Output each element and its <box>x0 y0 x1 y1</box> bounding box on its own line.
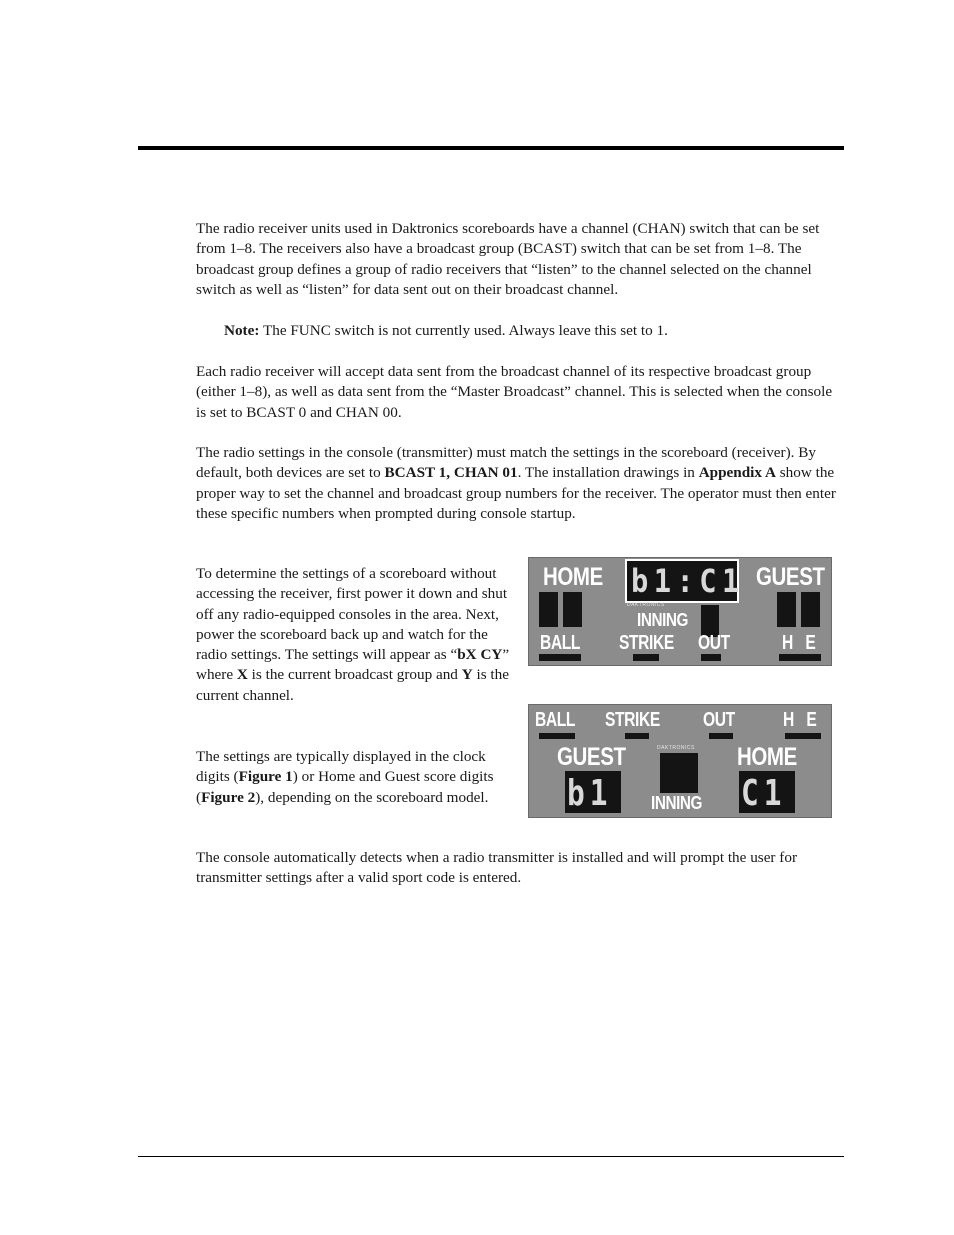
home-score-digit-1 <box>539 592 558 627</box>
header-rule <box>138 146 844 150</box>
home-label: HOME <box>543 563 603 591</box>
he-indicator <box>779 654 821 661</box>
he-indicator <box>785 733 821 739</box>
note-paragraph <box>224 321 874 341</box>
home-score-digits: C1 <box>741 773 787 814</box>
strike-label: STRIKE <box>605 709 660 731</box>
paragraph-determine-settings: To determine the settings of a scoreboard without accessing the receiver, first power it down and shut off any radio-equipped consoles in the area. Next, power the scoreboard back up and watch for the radio settings. The settings will appear as “bX CY” where X is the current broadcast group and Y is the current channel. <box>196 565 510 704</box>
out-label: OUT <box>698 632 730 654</box>
ball-indicator <box>539 733 575 739</box>
guest-score-digit-2 <box>801 592 820 627</box>
home-score-digit-2 <box>563 592 582 627</box>
out-indicator <box>709 733 733 739</box>
strike-indicator <box>633 654 659 661</box>
out-indicator <box>701 654 721 661</box>
paragraph-figure-reference: The settings are typically displayed in the clock digits (Figure 1) or Home and Guest score digits (Figure 2), depending on the scoreboard model. <box>196 748 494 806</box>
guest-label: GUEST <box>756 563 825 591</box>
footer-rule <box>138 1156 844 1157</box>
inning-digit <box>660 753 698 793</box>
paragraph-default-settings: The radio settings in the console (transmitter) must match the settings in the scoreboard (receiver). By default, both devices are set to BCAST 1, CHAN 01. The installation drawings in Appendix A show the proper way to set the channel and broadcast group numbers for the receiver. The operator must then enter these specific numbers when prompted during console startup. <box>196 444 836 522</box>
strike-indicator <box>625 733 649 739</box>
inning-label: INNING <box>651 793 702 813</box>
note-label: Note: <box>224 322 260 339</box>
figure1-scoreboard <box>528 557 832 666</box>
brand-logo: DAKTRONICS <box>657 745 695 751</box>
ball-indicator <box>539 654 581 661</box>
home-score-display <box>739 771 795 813</box>
guest-score-display <box>565 771 621 813</box>
he-label: H E <box>782 632 820 654</box>
clock-display <box>625 559 745 603</box>
paragraph-auto-detect: The console automatically detects when a radio transmitter is installed and will prompt the user for transmitter settings after a valid sport code is entered. <box>196 849 797 887</box>
strike-label: STRIKE <box>619 632 674 654</box>
home-label: HOME <box>737 743 797 771</box>
ball-label: BALL <box>540 632 581 654</box>
ball-label: BALL <box>535 709 576 731</box>
figure2-scoreboard <box>528 704 832 818</box>
guest-score-digit-1 <box>777 592 796 627</box>
inning-label: INNING <box>637 610 688 630</box>
note-text: The FUNC switch is not currently used. Always leave this set to 1. <box>259 322 668 339</box>
brand-logo: DAKTRONICS <box>627 602 665 608</box>
guest-score-digits: b1 <box>567 773 613 814</box>
paragraph-master-broadcast: Each radio receiver will accept data sent from the broadcast channel of its respective broadcast group (either 1–8), as well as data sent from the “Master Broadcast” channel. This is selected when the console is set to BCAST 0 and CHAN 00. <box>196 363 833 421</box>
clock-digits: b1:C1 <box>631 562 745 600</box>
guest-label: GUEST <box>557 743 626 771</box>
out-label: OUT <box>703 709 735 731</box>
paragraph-intro: The radio receiver units used in Daktronics scoreboards have a channel (CHAN) switch that can be set from 1–8. The receivers also have a broadcast group (BCAST) switch that can be set from 1–8. The broadcast group defines a group of radio receivers that “listen” to the channel selected on the channel switch as well as “listen” for data sent out on their broadcast channel. <box>196 220 820 298</box>
he-label: H E <box>783 709 821 731</box>
